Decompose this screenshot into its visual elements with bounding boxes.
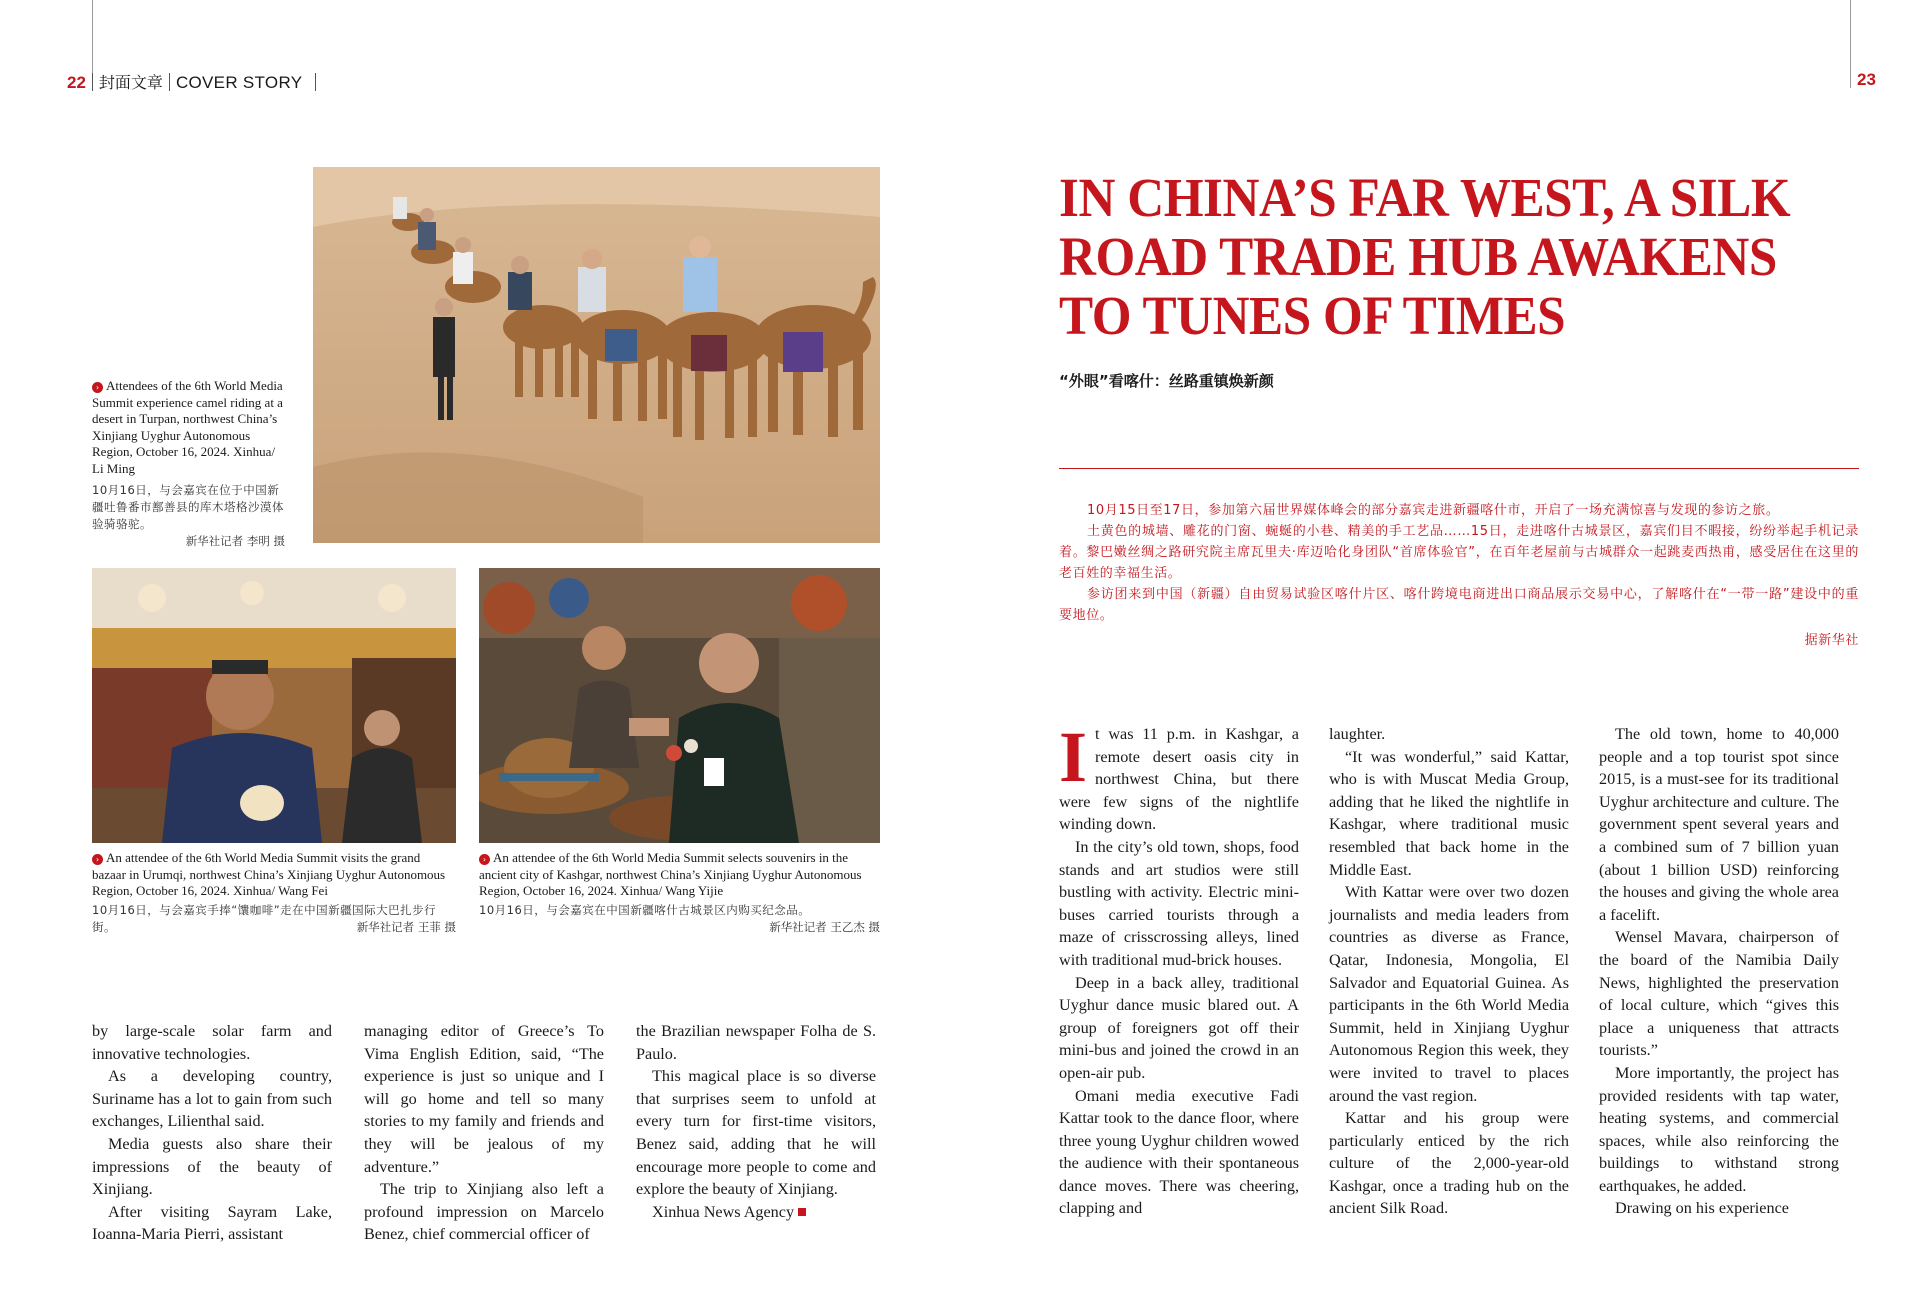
right-column-2 (1329, 723, 1569, 1220)
body-paragraph: As a developing country, Suriname has a lot to gain from such exchanges, Lilienthal said. (92, 1067, 332, 1131)
article-credit: Xinhua News Agency (636, 1201, 876, 1224)
divider (1059, 468, 1859, 469)
section-label-en: COVER STORY (175, 73, 303, 92)
right-folio (1857, 70, 1876, 90)
body-paragraph: Omani media executive Fadi Kattar took to the dance floor, where three young Uyghur children wowed the audience with their spontaneous dance moves. There was cheering, clapping and (1059, 1086, 1299, 1218)
left-column-2 (364, 1020, 604, 1246)
camel-photo-caption: › Attendees of the 6th World Media Summit experience camel riding at a desert in Turpan, northwest China’s Xinjiang Uyghur Autonomous Region, October 16, 2024. Xinhua/ Li Ming 10月16日，与会嘉宾在位于中国新疆吐鲁番市鄯善县的库木塔格沙漠体验骑骆驼。 新华社记者 李明 摄 (92, 378, 285, 548)
body-paragraph: This magical place is so diverse that surprises seem to unfold at every turn for first-time visitors, Benez said, adding that he will encourage more people to come and explore the beauty of Xinjiang. (636, 1067, 876, 1199)
body-paragraph: In the city’s old town, shops, food stands and art studios were still bustling with activity. Electric mini-buses carried tourists through a maze of crisscrossing alleys, lined with traditional mud-brick houses. (1059, 837, 1299, 969)
right-column-1 (1059, 717, 1299, 1220)
bazaar-photo (92, 568, 456, 843)
lead-paragraph: 10月15日至17日，参加第六届世界媒体峰会的部分嘉宾走进新疆喀什市，开启了一场充满惊喜与发现的参访之旅。 (1087, 503, 1780, 518)
right-page-rule (1850, 0, 1851, 88)
souvenirs-caption-en: An attendee of the 6th World Media Summit selects souvenirs in the ancient city of Kashgar, northwest China’s Xinjiang Uyghur Autonomous Region, October 16, 2024. Xinhua/ Wang Yijie (479, 850, 862, 899)
camel-caption-en: Attendees of the 6th World Media Summit experience camel riding at a desert in Turpan, northwest China’s Xinjiang Uyghur Autonomous Region, October 16, 2024. Xinhua/ Li Ming (92, 378, 283, 476)
bazaar-caption-credit: 新华社记者 王菲 摄 (356, 919, 456, 934)
body-paragraph: Kattar and his group were particularly enticed by the rich culture of the 2,000-year-old Kashgar, once a trading hub on the ancient Silk Road. (1329, 1109, 1569, 1218)
drop-cap: I (1059, 717, 1088, 797)
camel-desert-photo (313, 167, 880, 543)
body-paragraph: Drawing on his experience (1615, 1199, 1789, 1218)
right-page-number: 23 (1857, 70, 1876, 89)
body-paragraph: It was 11 p.m. in Kashgar, a remote desert oasis city in northwest China, but there were few signs of the nightlife winding down. (1059, 717, 1299, 834)
lead-paragraph: 参访团来到中国（新疆）自由贸易试验区喀什片区、喀什跨境电商进出口商品展示交易中心，了解喀什在“一带一路”建设中的重要地位。 (1059, 587, 1859, 623)
body-paragraph: laughter. (1329, 725, 1386, 743)
left-column-1 (92, 1020, 332, 1246)
left-folio (67, 70, 322, 93)
souvenirs-photo-caption: › An attendee of the 6th World Media Summit selects souvenirs in the ancient city of Kashgar, northwest China’s Xinjiang Uyghur Autonomous Region, October 16, 2024. Xinhua/ Wang Yijie 10月16日，与会嘉宾在中国新疆喀什古城景区内购买纪念品。 新华社记者 王乙杰 摄 (479, 850, 880, 934)
body-paragraph: More importantly, the project has provided residents with tap water, heating systems, and commercial spaces, while also reinforcing the buildings to withstand strong earthquakes, he added. (1599, 1063, 1839, 1195)
body-paragraph: With Kattar were over two dozen journalists and media leaders from countries as diverse as France, Qatar, Indonesia, Mongolia, El Salvador and Equatorial Guinea. As participants in the 6th World Media Summit, held in Xinjiang Uyghur Autonomous Region this week, they were invited to travel to places around the vast region. (1329, 883, 1569, 1105)
end-mark-icon (798, 1208, 806, 1216)
body-paragraph: managing editor of Greece’s To Vima English Edition, said, “The experience is just so unique and I will go home and tell so many stories to my family and friends and they will be jealous of my adventure.” (364, 1022, 604, 1176)
right-column-3 (1599, 723, 1839, 1220)
souvenirs-photo (479, 568, 880, 843)
camel-caption-cn: 10月16日，与会嘉宾在位于中国新疆吐鲁番市鄯善县的库木塔格沙漠体验骑骆驼。 (92, 482, 284, 531)
chinese-lead (1059, 500, 1859, 651)
left-page-number: 22 (67, 73, 86, 92)
article-subhead-cn: “外眼”看喀什：丝路重镇焕新颜 (1059, 372, 1274, 390)
body-paragraph: Deep in a back alley, traditional Uyghur dance music blared out. A group of foreigners got off their mini-bus and joined the crowd in an open-air pub. (1059, 973, 1299, 1082)
body-paragraph: by large-scale solar farm and innovative technologies. (92, 1022, 332, 1063)
body-paragraph: the Brazilian newspaper Folha de S. Paulo. (636, 1022, 876, 1063)
souvenirs-caption-cn: 10月16日，与会嘉宾在中国新疆喀什古城景区内购买纪念品。 (479, 902, 811, 917)
lead-source: 据新华社 (1804, 633, 1859, 648)
section-label-cn: 封面文章 (98, 73, 163, 92)
bazaar-caption-cn: 10月16日，与会嘉宾手捧“馕咖啡”走在中国新疆国际大巴扎步行街。 (92, 902, 437, 934)
body-paragraph: Media guests also share their impressions of the beauty of Xinjiang. (92, 1134, 332, 1199)
body-paragraph: After visiting Sayram Lake, Ioanna-Maria Pierri, assistant (92, 1202, 332, 1244)
body-paragraph: The trip to Xinjiang also left a profound impression on Marcelo Benez, chief commercial officer of (364, 1180, 604, 1244)
lead-paragraph: 土黄色的城墙、雕花的门窗、蜿蜒的小巷、精美的手工艺品……15日，走进喀什古城景区，嘉宾们目不暇接，纷纷举起手机记录着。黎巴嫩丝绸之路研究院主席瓦里夫·库迈哈化身团队“首席体验官”，在百年老屋前与古城群众一起跳麦西热甫，感受居住在这里的老百姓的幸福生活。 (1059, 524, 1859, 581)
body-paragraph: “It was wonderful,” said Kattar, who is with Muscat Media Group, adding that he liked the nightlife in Kashgar, where traditional music resembled that back home in the Middle East. (1329, 747, 1569, 879)
body-paragraph: Wensel Mavara, chairperson of the board of the Namibia Daily News, highlighted the preservation of local culture, which “gives this place a uniqueness that attracts tourists.” (1599, 928, 1839, 1060)
camel-caption-credit: 新华社记者 李明 摄 (185, 533, 285, 548)
bazaar-photo-caption: › An attendee of the 6th World Media Summit visits the grand bazaar in Urumqi, northwest China’s Xinjiang Uyghur Autonomous Region, October 16, 2024. Xinhua/ Wang Fei 10月16日，与会嘉宾手捧“馕咖啡”走在中国新疆国际大巴扎步行街。 新华社记者 王菲 摄 (92, 850, 456, 934)
bazaar-caption-en: An attendee of the 6th World Media Summit visits the grand bazaar in Urumqi, northwest China’s Xinjiang Uyghur Autonomous Region, October 16, 2024. Xinhua/ Wang Fei (92, 850, 446, 899)
left-column-3 (636, 1020, 876, 1223)
body-paragraph: The old town, home to 40,000 people and a top tourist spot since 2015, is a must-see for its traditional Uyghur architecture and culture. The government spent several years and a combined sum of 7 billion yuan (about 1 billion USD) reinforcing the houses and giving the whole area a facelift. (1599, 725, 1839, 924)
article-headline: IN CHINA’S FAR WEST, A SILK ROAD TRADE HUB AWAKENS TO TUNES OF TIMES (1059, 167, 1791, 346)
souvenirs-caption-credit: 新华社记者 王乙杰 摄 (769, 919, 880, 934)
